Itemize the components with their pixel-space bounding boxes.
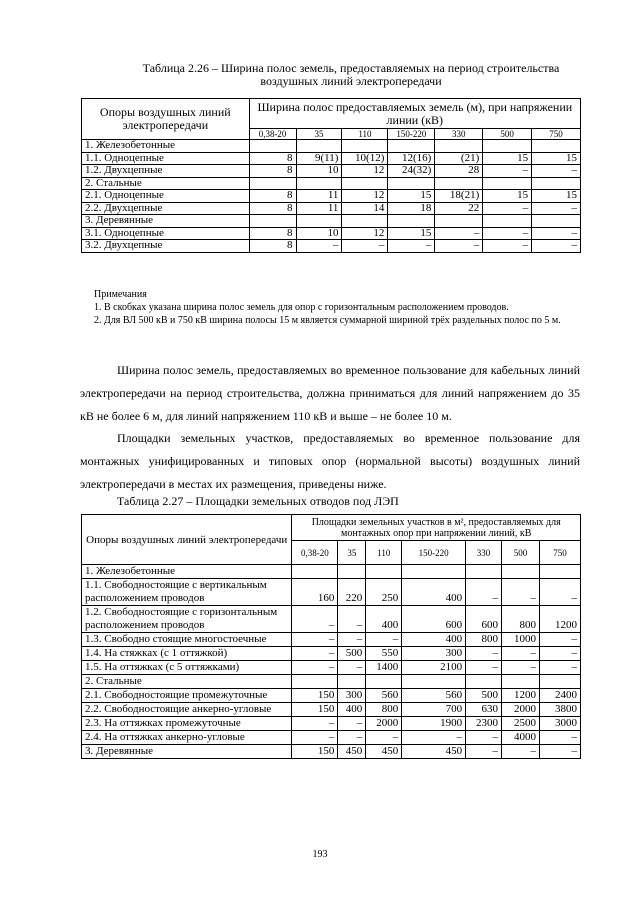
table-row xyxy=(82,202,581,215)
table-cell: – xyxy=(539,579,580,606)
table-cell: – xyxy=(502,661,540,675)
table-row xyxy=(82,647,581,661)
table-cell xyxy=(292,565,338,579)
table-cell xyxy=(296,140,342,153)
table-cell xyxy=(532,140,581,153)
table-2-26-voltage-header: 150-220 xyxy=(388,129,435,140)
table-cell: 400 xyxy=(402,633,466,647)
table-cell: 600 xyxy=(466,606,502,633)
table-cell: 400 xyxy=(338,703,366,717)
table-cell: 3800 xyxy=(539,703,580,717)
table-cell: 160 xyxy=(292,579,338,606)
table-cell: – xyxy=(292,717,338,731)
table-cell xyxy=(532,177,581,190)
table-2-27-voltage-header: 35 xyxy=(338,541,366,565)
table-cell: 9(11) xyxy=(296,152,342,165)
table-cell: – xyxy=(466,579,502,606)
row-label: 1. Железобетонные xyxy=(82,565,292,579)
row-label: 2.2. Свободностоящие анкерно-угловые xyxy=(82,703,292,717)
row-label: 2.4. На оттяжках анкерно-угловые xyxy=(82,731,292,745)
table-2-27-voltage-header: 500 xyxy=(502,541,540,565)
table-cell: 15 xyxy=(388,190,435,203)
table-2-27-voltage-header: 150-220 xyxy=(402,541,466,565)
table-cell: 8 xyxy=(249,190,296,203)
table-cell xyxy=(402,675,466,689)
table-cell: – xyxy=(338,731,366,745)
table-cell: – xyxy=(435,240,483,253)
table-2-26-voltage-header: 500 xyxy=(483,129,532,140)
table-cell xyxy=(483,215,532,228)
table-cell: 150 xyxy=(292,689,338,703)
row-label: 2. Стальные xyxy=(82,177,250,190)
table-cell xyxy=(249,140,296,153)
table-cell: – xyxy=(502,647,540,661)
table-cell xyxy=(435,177,483,190)
table-cell: 700 xyxy=(402,703,466,717)
table-cell: – xyxy=(532,165,581,178)
table-cell: 22 xyxy=(435,202,483,215)
table-row xyxy=(82,240,581,253)
table-cell: 12 xyxy=(342,190,388,203)
table-cell: – xyxy=(466,661,502,675)
table-row xyxy=(82,689,581,703)
table-cell xyxy=(435,215,483,228)
table-row xyxy=(82,633,581,647)
table-cell: – xyxy=(435,227,483,240)
table-cell: 2000 xyxy=(366,717,402,731)
table-cell: – xyxy=(539,731,580,745)
table-cell xyxy=(296,177,342,190)
table-2-26-voltage-header: 110 xyxy=(342,129,388,140)
table-2-26-caption xyxy=(120,62,582,88)
table-cell: 2000 xyxy=(502,703,540,717)
table-row xyxy=(82,177,581,190)
table-cell: 450 xyxy=(338,745,366,759)
table-cell: 10 xyxy=(296,227,342,240)
table-cell xyxy=(388,177,435,190)
table-cell: 550 xyxy=(366,647,402,661)
table-cell: – xyxy=(532,227,581,240)
table-cell: – xyxy=(366,633,402,647)
table-cell: 8 xyxy=(249,202,296,215)
table-2-26-caption-line1: Таблица 2.26 – Ширина полос земель, предоставляемых на период строительства xyxy=(142,61,560,75)
table-2-26-voltage-header: 750 xyxy=(532,129,581,140)
table-cell: 1000 xyxy=(502,633,540,647)
table-cell: 8 xyxy=(249,227,296,240)
row-label: 1.3. Свободно стоящие многостоечные xyxy=(82,633,292,647)
table-cell xyxy=(539,675,580,689)
table-cell xyxy=(249,177,296,190)
table-cell xyxy=(483,140,532,153)
row-label: 1. Железобетонные xyxy=(82,140,250,153)
table-cell: 500 xyxy=(466,689,502,703)
table-cell: 300 xyxy=(338,689,366,703)
table-cell: 15 xyxy=(532,152,581,165)
table-2-26-head-width: Ширина полос предоставляемых земель (м), при напряжении линии (кВ) xyxy=(249,99,580,129)
table-cell: 8 xyxy=(249,240,296,253)
table-row xyxy=(82,661,581,675)
table-cell: 600 xyxy=(402,606,466,633)
table-cell: 10 xyxy=(296,165,342,178)
table-2-27-voltage-header: 110 xyxy=(366,541,402,565)
table-cell xyxy=(502,565,540,579)
table-cell: – xyxy=(292,731,338,745)
table-cell: – xyxy=(292,661,338,675)
row-label: 3.2. Двухцепные xyxy=(82,240,250,253)
row-label: 2.2. Двухцепные xyxy=(82,202,250,215)
table-cell: 800 xyxy=(366,703,402,717)
table-cell: 2400 xyxy=(539,689,580,703)
table-2-27-head-area: Площадки земельных участков в м², предоставляемых для монтажных опор при напряжении линий, кВ xyxy=(292,515,581,541)
table-cell: – xyxy=(388,240,435,253)
table-cell: 2300 xyxy=(466,717,502,731)
table-cell: – xyxy=(338,661,366,675)
table-cell: – xyxy=(292,633,338,647)
table-2-26-voltage-header: 35 xyxy=(296,129,342,140)
table-cell: – xyxy=(366,731,402,745)
table-cell: – xyxy=(532,202,581,215)
table-cell: – xyxy=(466,647,502,661)
row-label: 1.2. Свободностоящие с горизонтальным расположением проводов xyxy=(82,606,292,633)
table-cell: – xyxy=(483,202,532,215)
table-cell: 800 xyxy=(502,606,540,633)
table-cell: 560 xyxy=(402,689,466,703)
table-cell: – xyxy=(483,165,532,178)
table-cell: 11 xyxy=(296,190,342,203)
table-cell: – xyxy=(483,227,532,240)
table-cell: 15 xyxy=(388,227,435,240)
note-1: 1. В скобках указана ширина полос земель для опор с горизонтальным расположением проводов. xyxy=(94,302,509,313)
row-label: 1.5. На оттяжках (с 5 оттяжками) xyxy=(82,661,292,675)
table-cell: – xyxy=(483,240,532,253)
table-cell: – xyxy=(466,745,502,759)
table-cell: 11 xyxy=(296,202,342,215)
table-cell: 450 xyxy=(366,745,402,759)
table-cell: 24(32) xyxy=(388,165,435,178)
note-2: 2. Для ВЛ 500 кВ и 750 кВ ширина полосы 15 м является суммарной шириной трёх раздельных полос по 5 м. xyxy=(94,315,561,326)
table-cell: 2100 xyxy=(402,661,466,675)
table-cell xyxy=(338,565,366,579)
table-cell: – xyxy=(539,745,580,759)
table-cell xyxy=(366,675,402,689)
table-cell: 28 xyxy=(435,165,483,178)
table-cell: 2500 xyxy=(502,717,540,731)
table-row xyxy=(82,717,581,731)
table-cell: 12(16) xyxy=(388,152,435,165)
table-cell: – xyxy=(338,606,366,633)
row-label: 1.1. Одноцепные xyxy=(82,152,250,165)
table-cell: 8 xyxy=(249,165,296,178)
table-2-27 xyxy=(81,514,581,759)
table-cell xyxy=(342,177,388,190)
table-cell xyxy=(249,215,296,228)
table-cell: – xyxy=(292,647,338,661)
paragraph-cable-lines: Ширина полос земель, предоставляемых во временное пользование для кабельных линий электропередачи на период строительства, должна приниматься для линий напряжением до 35 кВ не более 6 м, для линий напряжением 110 кВ и выше – не более 10 м. xyxy=(80,363,580,423)
table-2-27-voltage-header: 330 xyxy=(466,541,502,565)
table-cell: 15 xyxy=(532,190,581,203)
notes-title: Примечания xyxy=(94,289,147,300)
table-2-27-caption: Таблица 2.27 – Площадки земельных отводов под ЛЭП xyxy=(117,494,399,508)
table-row xyxy=(82,165,581,178)
table-cell: 1900 xyxy=(402,717,466,731)
table-cell: 400 xyxy=(402,579,466,606)
table-cell xyxy=(388,215,435,228)
table-cell xyxy=(435,140,483,153)
table-row xyxy=(82,579,581,606)
paragraph-installation-sites: Площадки земельных участков, предоставляемых во временное пользование для монтажных унифицированных и типовых опор (нормальной высоты) воздушных линий электропередачи в местах их размещения, приведены ниже. xyxy=(80,431,580,491)
table-cell xyxy=(292,675,338,689)
table-cell: 15 xyxy=(483,190,532,203)
table-cell: 3000 xyxy=(539,717,580,731)
table-cell: 150 xyxy=(292,703,338,717)
table-cell xyxy=(483,177,532,190)
table-2-26 xyxy=(81,98,581,253)
table-cell: 14 xyxy=(342,202,388,215)
table-2-26-voltage-header: 0,38-20 xyxy=(249,129,296,140)
table-row xyxy=(82,227,581,240)
row-label: 1.2. Двухцепные xyxy=(82,165,250,178)
table-cell: 10(12) xyxy=(342,152,388,165)
table-cell: – xyxy=(539,633,580,647)
table-row xyxy=(82,675,581,689)
table-cell: 250 xyxy=(366,579,402,606)
table-2-26-voltage-header: 330 xyxy=(435,129,483,140)
table-cell: 4000 xyxy=(502,731,540,745)
table-row xyxy=(82,190,581,203)
table-cell xyxy=(539,565,580,579)
table-cell: – xyxy=(296,240,342,253)
table-cell: – xyxy=(292,606,338,633)
page-number: 193 xyxy=(312,849,328,860)
table-cell: – xyxy=(502,745,540,759)
table-row xyxy=(82,565,581,579)
row-label: 3.1. Одноцепные xyxy=(82,227,250,240)
table-cell: 500 xyxy=(338,647,366,661)
table-cell: 800 xyxy=(466,633,502,647)
table-2-26-caption-line2: воздушных линий электропередачи xyxy=(260,74,442,88)
table-cell: – xyxy=(502,579,540,606)
row-label: 1.1. Свободностоящие с вертикальным расположением проводов xyxy=(82,579,292,606)
table-cell: 1200 xyxy=(502,689,540,703)
table-cell: 560 xyxy=(366,689,402,703)
table-row xyxy=(82,703,581,717)
table-row xyxy=(82,215,581,228)
table-cell xyxy=(342,215,388,228)
table-cell xyxy=(366,565,402,579)
table-cell: 300 xyxy=(402,647,466,661)
table-cell: 18 xyxy=(388,202,435,215)
table-2-26-notes xyxy=(94,288,580,327)
table-cell xyxy=(402,565,466,579)
table-cell: – xyxy=(342,240,388,253)
table-cell: 1200 xyxy=(539,606,580,633)
row-label: 2.1. Одноцепные xyxy=(82,190,250,203)
table-cell: 12 xyxy=(342,165,388,178)
row-label: 1.4. На стяжках (с 1 оттяжкой) xyxy=(82,647,292,661)
table-2-26-head-supports: Опоры воздушных линий электропередачи xyxy=(82,99,250,140)
table-cell: (21) xyxy=(435,152,483,165)
table-cell: – xyxy=(466,731,502,745)
table-2-27-voltage-header: 750 xyxy=(539,541,580,565)
table-row xyxy=(82,140,581,153)
table-cell: 630 xyxy=(466,703,502,717)
table-cell: – xyxy=(338,633,366,647)
table-cell xyxy=(466,565,502,579)
table-2-27-voltage-header: 0,38-20 xyxy=(292,541,338,565)
table-cell: – xyxy=(532,240,581,253)
table-cell xyxy=(296,215,342,228)
table-row xyxy=(82,152,581,165)
row-label: 2.3. На оттяжках промежуточные xyxy=(82,717,292,731)
table-cell: – xyxy=(539,647,580,661)
table-cell: 12 xyxy=(342,227,388,240)
table-cell xyxy=(388,140,435,153)
table-cell: – xyxy=(402,731,466,745)
table-cell xyxy=(342,140,388,153)
row-label: 3. Деревянные xyxy=(82,745,292,759)
table-row xyxy=(82,745,581,759)
table-cell xyxy=(338,675,366,689)
table-cell: 450 xyxy=(402,745,466,759)
table-cell: 15 xyxy=(483,152,532,165)
table-row xyxy=(82,606,581,633)
table-cell: – xyxy=(539,661,580,675)
table-cell: – xyxy=(338,717,366,731)
table-cell xyxy=(532,215,581,228)
row-label: 2. Стальные xyxy=(82,675,292,689)
table-cell xyxy=(502,675,540,689)
row-label: 2.1. Свободностоящие промежуточные xyxy=(82,689,292,703)
table-2-27-head-supports: Опоры воздушных линий электропередачи xyxy=(82,515,292,565)
table-cell: 220 xyxy=(338,579,366,606)
row-label: 3. Деревянные xyxy=(82,215,250,228)
table-cell: 8 xyxy=(249,152,296,165)
table-cell xyxy=(466,675,502,689)
table-row xyxy=(82,731,581,745)
table-cell: 1400 xyxy=(366,661,402,675)
table-cell: 400 xyxy=(366,606,402,633)
table-cell: 18(21) xyxy=(435,190,483,203)
table-cell: 150 xyxy=(292,745,338,759)
